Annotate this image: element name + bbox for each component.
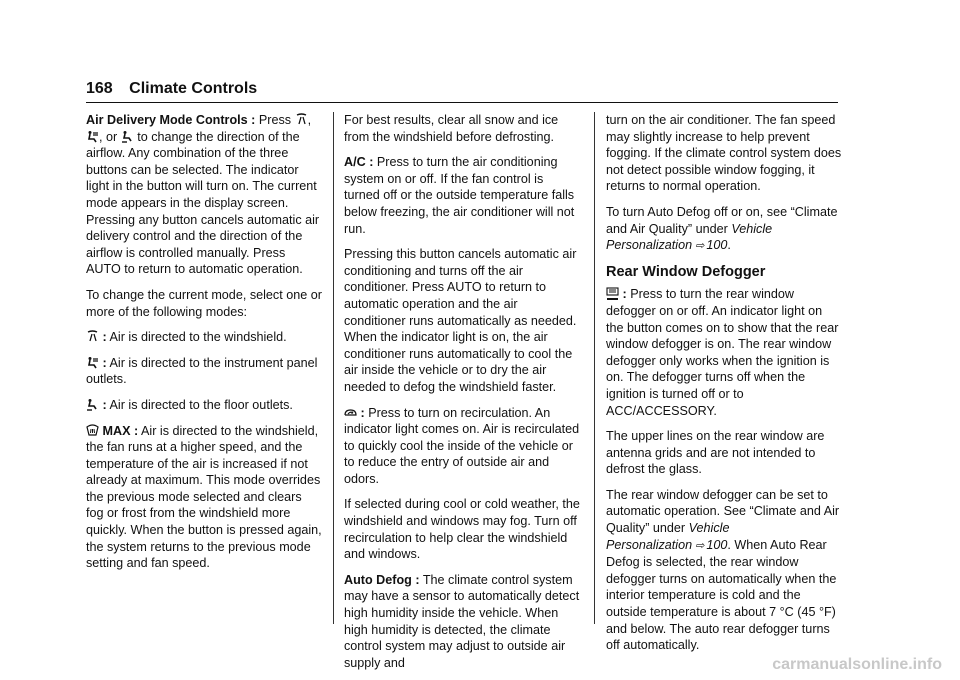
column-2: For best results, clear all snow and ice from the windshield before defrosting. A/C : Press to turn the air conditioning system on or off. If the fan control is turned off or the outside temperature falls below freezing, the air conditioner will not run. Pressing this button cancels automatic air conditioning and turns off the air conditioner. Press AUTO to return to automatic operation and the air conditioner runs automatically as needed. When the indicator light is on, the air conditioner runs automatically to cool the air inside the vehicle or to dry the air needed to defog the windshield faster. : Press to turn on recirculation. An indicator light comes on. Air is recirculated to quickly cool the inside of the vehicle or to reduce the entry of outside air and odors. If selected during cool or cold weather, the windshield and windows may fog. Turn off recirculation to help clear the windshield and windows. Auto Defog : The climate control system may have a sensor to automatically detect high humidity inside the vehicle. When high humidity is detected, the climate control system may adjust to outside air supply and	[344, 113, 580, 670]
air-delivery-paragraph: Air Delivery Mode Controls : Press , , or to change the direction of the airflow. Any combination of the three buttons can be selected. The indicator light in the button will turn on. The current mode appears in the display screen. Pressing any button cancels automatic air delivery control and the direction of the airflow is controlled manually. Press AUTO to return to automatic operation.	[86, 113, 320, 277]
modes-intro: To change the current mode, select one or more of the following modes:	[86, 287, 322, 319]
rear-defog-icon	[606, 287, 619, 300]
panel-vent-icon	[86, 130, 99, 143]
windshield-defrost-icon	[86, 330, 99, 343]
column-1	[86, 112, 322, 581]
windshield-defrost-icon	[295, 113, 308, 126]
page-reference: ⇨ 100	[692, 238, 727, 252]
auto-rear-defog-paragraph: The rear window defogger can be set to automatic operation. See “Climate and Air Quality” under Vehicle Personalization⇨ 100. When Auto Rear Defog is selected, the rear window defogger turns on automatically when the interior temperature is cold and the outside temperature is about 7 °C (45 °F) and below. The auto rear defogger turns off automatically.	[606, 487, 842, 654]
column-divider	[594, 112, 595, 624]
mode-panel: : Air is directed to the instrument panel outlets.	[86, 355, 318, 387]
rear-defogger-paragraph: : Press to turn the rear window defogger on or off. An indicator light on the button comes on to show that the rear window defogger is on. The rear window defogger only works when the ignition is on. The defogger turns off when the ignition is turned off or to ACC/ACCESSORY.	[606, 287, 839, 418]
panel-vent-icon	[86, 356, 99, 369]
watermark: carmanualsonline.info	[772, 656, 942, 673]
floor-vent-icon	[86, 398, 99, 411]
page-header	[86, 80, 257, 98]
auto-defog-paragraph: Auto Defog : The climate control system may have a sensor to automatically detect high humidity inside the vehicle. When high humidity is detected, the climate control system may adjust to outside air supply and	[344, 572, 580, 670]
recirculation-icon	[344, 406, 357, 419]
mode-max: MAX : Air is directed to the windshield, the fan runs at a higher speed, and the temperature of the air is increased if not already at maximum. This mode overrides the previous mode selected and clears fog or frost from the windshield more quickly. When the button is pressed again, the system returns to the previous mode setting and fan speed.	[86, 423, 322, 571]
floor-vent-icon	[121, 130, 134, 143]
section-heading: Rear Window Defogger	[606, 263, 766, 280]
column-divider	[333, 112, 334, 624]
air-delivery-label: Air Delivery Mode Controls :	[86, 113, 256, 127]
mode-floor: : Air is directed to the floor outlets.	[86, 397, 322, 414]
recirculation-paragraph: : Press to turn on recirculation. An indicator light comes on. Air is recirculated to quickly cool the inside of the vehicle or to reduce the entry of outside air and odors.	[344, 405, 580, 486]
max-defrost-icon	[86, 424, 99, 437]
mode-windshield: : Air is directed to the windshield.	[86, 329, 322, 346]
header-rule	[86, 102, 838, 103]
page-number: 168	[86, 80, 113, 97]
section-title: Climate Controls	[129, 80, 258, 97]
auto-defog-setting: To turn Auto Defog off or on, see “Climate and Air Quality” under Vehicle Personalization⇨ 100.	[606, 204, 842, 255]
column-3: turn on the air conditioner. The fan speed may slightly increase to help prevent fogging. If the climate control system does not detect possible window fogging, it returns to normal operation. To turn Auto Defog off or on, see “Climate and Air Quality” under Vehicle Personalization⇨ 100. Rear Window Defogger : Press to turn the rear window defogger on or off. An indicator light on the button comes on to show that the rear window defogger is on. The rear window defogger only works when the ignition is on. The defogger turns off when the ignition is turned off or to ACC/ACCESSORY. The upper lines on the rear window are antenna grids and are not intended to defrost the glass. The rear window defogger can be set to automatic operation. See “Climate and Air Quality” under Vehicle Personalization⇨ 100. When Auto Rear Defog is selected, the rear window defogger turns on automatically when the interior temperature is cold and the outside temperature is about 7 °C (45 °F) and below. The auto rear defogger turns off automatically.	[606, 112, 842, 663]
page-reference: ⇨ 100	[692, 538, 727, 552]
ac-paragraph: A/C : Press to turn the air conditioning system on or off. If the fan control is turned off or the outside temperature falls below freezing, the air conditioner will not run.	[344, 155, 575, 236]
